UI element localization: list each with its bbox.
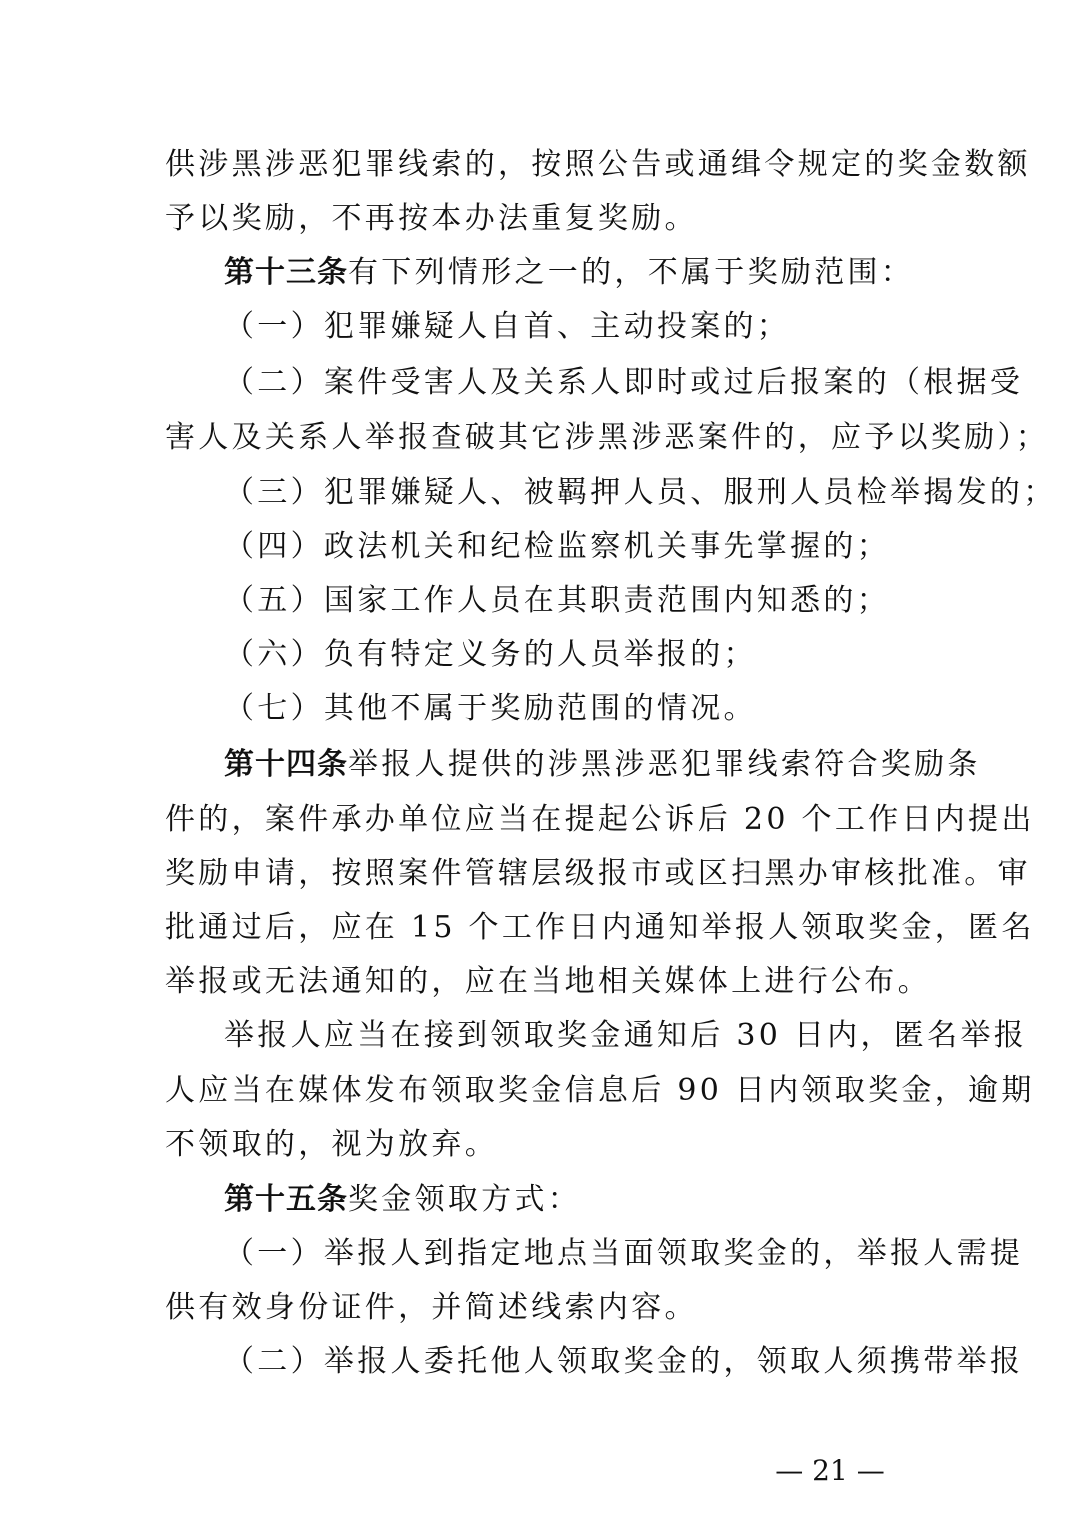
text-line-14: [165, 846, 1031, 902]
page-number: — 21 —: [775, 1454, 885, 1487]
text-line-13: [165, 792, 1035, 848]
text-line-19: [165, 1117, 925, 1173]
line-text: 供涉黑涉恶犯罪线索的，按照公告或通缉令规定的奖金数额: [165, 147, 1031, 182]
line-text: 举报人应当在接到领取奖金通知后 30 日内，匿名举报: [224, 1018, 1028, 1053]
text-line-4: [224, 299, 984, 355]
line-text: 奖励申请，按照案件管辖层级报市或区扫黑办审核批准。审: [165, 856, 1031, 891]
text-line-7: [224, 465, 1057, 521]
line-text: （四）政法机关和纪检监察机关事先掌握的；: [224, 529, 890, 564]
line-text: 举报或无法通知的，应在当地相关媒体上进行公布。: [165, 964, 931, 999]
text-line-6: [165, 410, 1050, 466]
line-text: 举报人提供的涉黑涉恶犯罪线索符合奖励条: [348, 747, 981, 782]
article-13-line: [224, 245, 984, 301]
text-line-10: [224, 627, 984, 683]
text-line-17: [224, 1008, 1028, 1064]
line-text: 奖金领取方式：: [348, 1182, 582, 1217]
line-text: 批通过后，应在 15 个工作日内通知举报人领取奖金，匿名: [165, 910, 1035, 945]
text-line-22: [165, 1280, 925, 1336]
line-text: （三）犯罪嫌疑人、被羁押人员、服刑人员检举揭发的；: [224, 475, 1057, 510]
article-15-line: [224, 1172, 984, 1228]
text-line-23: [224, 1334, 1024, 1390]
line-text: 有下列情形之一的，不属于奖励范围：: [348, 255, 915, 290]
line-text: （一）犯罪嫌疑人自首、主动投案的；: [224, 309, 791, 344]
line-text: （一）举报人到指定地点当面领取奖金的，举报人需提: [224, 1236, 1024, 1271]
article-14-line: [224, 737, 984, 793]
text-line-2: [165, 191, 925, 247]
text-line-15: [165, 900, 1035, 956]
article-15-heading: 第十五条: [224, 1182, 348, 1217]
text-line-9: [224, 573, 984, 629]
text-line-16: [165, 954, 931, 1010]
line-text: （五）国家工作人员在其职责范围内知悉的；: [224, 583, 890, 618]
line-text: 不领取的，视为放弃。: [165, 1127, 498, 1162]
line-text: （六）负有特定义务的人员举报的；: [224, 637, 757, 672]
line-text: （二）案件受害人及关系人即时或过后报案的（根据受: [224, 365, 1024, 400]
line-text: （二）举报人委托他人领取奖金的，领取人须携带举报: [224, 1344, 1024, 1379]
article-14-heading: 第十四条: [224, 747, 348, 782]
line-text: 害人及关系人举报查破其它涉黑涉恶案件的，应予以奖励）；: [165, 420, 1050, 455]
line-text: 予以奖励，不再按本办法重复奖励。: [165, 201, 698, 236]
line-text: （七）其他不属于奖励范围的情况。: [224, 691, 757, 726]
line-text: 人应当在媒体发布领取奖金信息后 90 日内领取奖金，逾期: [165, 1073, 1035, 1108]
text-line-11: [224, 681, 984, 737]
article-13-heading: 第十三条: [224, 255, 348, 290]
line-text: 件的，案件承办单位应当在提起公诉后 20 个工作日内提出: [165, 802, 1035, 837]
text-line-1: [165, 137, 1031, 193]
line-text: 供有效身份证件，并简述线索内容。: [165, 1290, 698, 1325]
text-line-5: [224, 355, 1024, 411]
text-line-18: [165, 1063, 1035, 1119]
text-line-8: [224, 519, 984, 575]
text-line-21: [224, 1226, 1024, 1282]
